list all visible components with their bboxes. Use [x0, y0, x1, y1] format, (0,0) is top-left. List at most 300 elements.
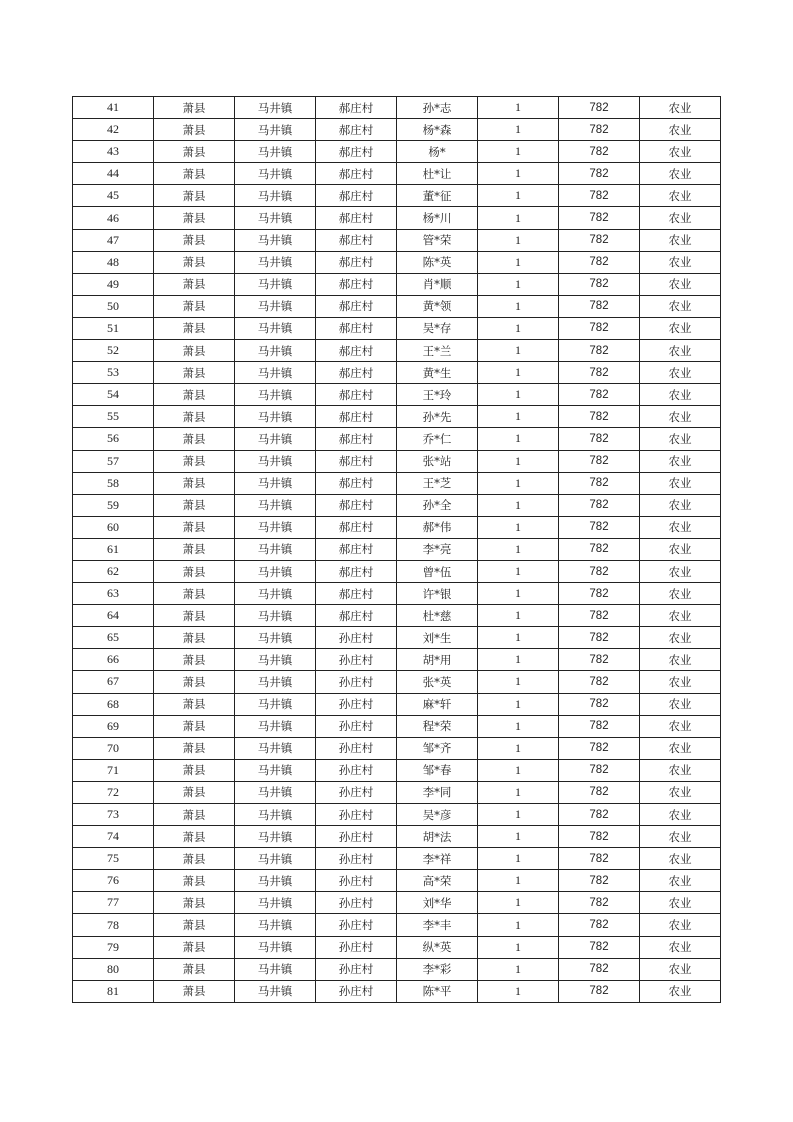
type-cell: 农业 [640, 428, 721, 450]
name-cell: 郝*伟 [397, 516, 478, 538]
type-cell: 农业 [640, 737, 721, 759]
amount-cell: 782 [559, 472, 640, 494]
village-cell: 郝庄村 [316, 141, 397, 163]
row-number-cell: 81 [73, 980, 154, 1002]
name-cell: 杨*森 [397, 119, 478, 141]
village-cell: 孙庄村 [316, 627, 397, 649]
row-number-cell: 63 [73, 583, 154, 605]
town-cell: 马井镇 [235, 649, 316, 671]
row-number-cell: 67 [73, 671, 154, 693]
town-cell: 马井镇 [235, 605, 316, 627]
amount-cell: 782 [559, 538, 640, 560]
table-row [73, 605, 721, 627]
row-number-cell: 74 [73, 826, 154, 848]
county-cell: 萧县 [154, 958, 235, 980]
type-cell: 农业 [640, 340, 721, 362]
row-number-cell: 80 [73, 958, 154, 980]
row-number-cell: 60 [73, 516, 154, 538]
county-cell: 萧县 [154, 141, 235, 163]
table-row [73, 340, 721, 362]
table-row [73, 538, 721, 560]
amount-cell: 782 [559, 97, 640, 119]
table-row [73, 384, 721, 406]
count-cell: 1 [478, 892, 559, 914]
row-number-cell: 51 [73, 317, 154, 339]
table-row [73, 229, 721, 251]
name-cell: 黄*领 [397, 295, 478, 317]
row-number-cell: 49 [73, 273, 154, 295]
village-cell: 郝庄村 [316, 560, 397, 582]
row-number-cell: 55 [73, 406, 154, 428]
row-number-cell: 48 [73, 251, 154, 273]
table-row [73, 516, 721, 538]
amount-cell: 782 [559, 516, 640, 538]
table-row [73, 119, 721, 141]
county-cell: 萧县 [154, 759, 235, 781]
roster-table-body [73, 97, 721, 1003]
county-cell: 萧县 [154, 119, 235, 141]
name-cell: 程*荣 [397, 715, 478, 737]
type-cell: 农业 [640, 97, 721, 119]
type-cell: 农业 [640, 649, 721, 671]
name-cell: 纵*英 [397, 936, 478, 958]
name-cell: 李*同 [397, 781, 478, 803]
count-cell: 1 [478, 494, 559, 516]
town-cell: 马井镇 [235, 715, 316, 737]
type-cell: 农业 [640, 207, 721, 229]
table-row [73, 163, 721, 185]
amount-cell: 782 [559, 980, 640, 1002]
table-row [73, 870, 721, 892]
type-cell: 农业 [640, 494, 721, 516]
amount-cell: 782 [559, 428, 640, 450]
row-number-cell: 47 [73, 229, 154, 251]
count-cell: 1 [478, 119, 559, 141]
town-cell: 马井镇 [235, 141, 316, 163]
name-cell: 麻*轩 [397, 693, 478, 715]
town-cell: 马井镇 [235, 759, 316, 781]
count-cell: 1 [478, 472, 559, 494]
type-cell: 农业 [640, 583, 721, 605]
type-cell: 农业 [640, 472, 721, 494]
name-cell: 李*祥 [397, 848, 478, 870]
table-row [73, 892, 721, 914]
row-number-cell: 41 [73, 97, 154, 119]
count-cell: 1 [478, 295, 559, 317]
row-number-cell: 43 [73, 141, 154, 163]
village-cell: 郝庄村 [316, 207, 397, 229]
amount-cell: 782 [559, 737, 640, 759]
county-cell: 萧县 [154, 627, 235, 649]
village-cell: 郝庄村 [316, 185, 397, 207]
name-cell: 乔*仁 [397, 428, 478, 450]
name-cell: 张*站 [397, 450, 478, 472]
county-cell: 萧县 [154, 715, 235, 737]
count-cell: 1 [478, 538, 559, 560]
county-cell: 萧县 [154, 340, 235, 362]
town-cell: 马井镇 [235, 583, 316, 605]
county-cell: 萧县 [154, 826, 235, 848]
village-cell: 孙庄村 [316, 958, 397, 980]
table-row [73, 627, 721, 649]
amount-cell: 782 [559, 384, 640, 406]
row-number-cell: 69 [73, 715, 154, 737]
table-row [73, 804, 721, 826]
village-cell: 孙庄村 [316, 649, 397, 671]
name-cell: 胡*法 [397, 826, 478, 848]
county-cell: 萧县 [154, 251, 235, 273]
village-cell: 孙庄村 [316, 914, 397, 936]
town-cell: 马井镇 [235, 273, 316, 295]
village-cell: 孙庄村 [316, 715, 397, 737]
county-cell: 萧县 [154, 494, 235, 516]
amount-cell: 782 [559, 163, 640, 185]
village-cell: 郝庄村 [316, 450, 397, 472]
type-cell: 农业 [640, 671, 721, 693]
count-cell: 1 [478, 362, 559, 384]
table-row [73, 914, 721, 936]
village-cell: 孙庄村 [316, 804, 397, 826]
type-cell: 农业 [640, 693, 721, 715]
village-cell: 孙庄村 [316, 980, 397, 1002]
type-cell: 农业 [640, 870, 721, 892]
type-cell: 农业 [640, 605, 721, 627]
county-cell: 萧县 [154, 185, 235, 207]
town-cell: 马井镇 [235, 560, 316, 582]
name-cell: 高*荣 [397, 870, 478, 892]
type-cell: 农业 [640, 560, 721, 582]
row-number-cell: 61 [73, 538, 154, 560]
county-cell: 萧县 [154, 472, 235, 494]
count-cell: 1 [478, 671, 559, 693]
name-cell: 刘*华 [397, 892, 478, 914]
row-number-cell: 50 [73, 295, 154, 317]
county-cell: 萧县 [154, 317, 235, 339]
amount-cell: 782 [559, 892, 640, 914]
village-cell: 孙庄村 [316, 693, 397, 715]
county-cell: 萧县 [154, 273, 235, 295]
table-row [73, 583, 721, 605]
amount-cell: 782 [559, 229, 640, 251]
town-cell: 马井镇 [235, 538, 316, 560]
town-cell: 马井镇 [235, 251, 316, 273]
village-cell: 孙庄村 [316, 892, 397, 914]
county-cell: 萧县 [154, 781, 235, 803]
table-row [73, 759, 721, 781]
row-number-cell: 53 [73, 362, 154, 384]
table-row [73, 185, 721, 207]
town-cell: 马井镇 [235, 97, 316, 119]
table-row [73, 97, 721, 119]
county-cell: 萧县 [154, 560, 235, 582]
row-number-cell: 77 [73, 892, 154, 914]
town-cell: 马井镇 [235, 980, 316, 1002]
amount-cell: 782 [559, 362, 640, 384]
name-cell: 邹*齐 [397, 737, 478, 759]
village-cell: 郝庄村 [316, 384, 397, 406]
row-number-cell: 42 [73, 119, 154, 141]
county-cell: 萧县 [154, 538, 235, 560]
town-cell: 马井镇 [235, 914, 316, 936]
count-cell: 1 [478, 273, 559, 295]
town-cell: 马井镇 [235, 781, 316, 803]
table-row [73, 958, 721, 980]
amount-cell: 782 [559, 914, 640, 936]
village-cell: 孙庄村 [316, 759, 397, 781]
type-cell: 农业 [640, 406, 721, 428]
village-cell: 郝庄村 [316, 583, 397, 605]
count-cell: 1 [478, 141, 559, 163]
count-cell: 1 [478, 848, 559, 870]
town-cell: 马井镇 [235, 295, 316, 317]
row-number-cell: 65 [73, 627, 154, 649]
table-row [73, 251, 721, 273]
county-cell: 萧县 [154, 804, 235, 826]
row-number-cell: 54 [73, 384, 154, 406]
table-row [73, 936, 721, 958]
name-cell: 杨*川 [397, 207, 478, 229]
town-cell: 马井镇 [235, 870, 316, 892]
count-cell: 1 [478, 936, 559, 958]
table-row [73, 295, 721, 317]
town-cell: 马井镇 [235, 428, 316, 450]
name-cell: 肖*顺 [397, 273, 478, 295]
amount-cell: 782 [559, 958, 640, 980]
name-cell: 吴*存 [397, 317, 478, 339]
type-cell: 农业 [640, 317, 721, 339]
amount-cell: 782 [559, 671, 640, 693]
town-cell: 马井镇 [235, 892, 316, 914]
county-cell: 萧县 [154, 516, 235, 538]
name-cell: 张*英 [397, 671, 478, 693]
amount-cell: 782 [559, 870, 640, 892]
type-cell: 农业 [640, 516, 721, 538]
type-cell: 农业 [640, 826, 721, 848]
town-cell: 马井镇 [235, 516, 316, 538]
village-cell: 郝庄村 [316, 516, 397, 538]
table-row [73, 715, 721, 737]
row-number-cell: 58 [73, 472, 154, 494]
count-cell: 1 [478, 251, 559, 273]
name-cell: 杜*慈 [397, 605, 478, 627]
village-cell: 郝庄村 [316, 163, 397, 185]
type-cell: 农业 [640, 936, 721, 958]
type-cell: 农业 [640, 914, 721, 936]
type-cell: 农业 [640, 185, 721, 207]
count-cell: 1 [478, 450, 559, 472]
name-cell: 孙*志 [397, 97, 478, 119]
table-row [73, 649, 721, 671]
count-cell: 1 [478, 958, 559, 980]
village-cell: 孙庄村 [316, 737, 397, 759]
town-cell: 马井镇 [235, 362, 316, 384]
name-cell: 胡*用 [397, 649, 478, 671]
count-cell: 1 [478, 406, 559, 428]
row-number-cell: 79 [73, 936, 154, 958]
county-cell: 萧县 [154, 583, 235, 605]
amount-cell: 782 [559, 781, 640, 803]
town-cell: 马井镇 [235, 163, 316, 185]
town-cell: 马井镇 [235, 737, 316, 759]
type-cell: 农业 [640, 980, 721, 1002]
village-cell: 郝庄村 [316, 251, 397, 273]
town-cell: 马井镇 [235, 207, 316, 229]
county-cell: 萧县 [154, 207, 235, 229]
amount-cell: 782 [559, 715, 640, 737]
village-cell: 郝庄村 [316, 97, 397, 119]
village-cell: 孙庄村 [316, 781, 397, 803]
name-cell: 孙*先 [397, 406, 478, 428]
count-cell: 1 [478, 516, 559, 538]
count-cell: 1 [478, 870, 559, 892]
count-cell: 1 [478, 229, 559, 251]
row-number-cell: 52 [73, 340, 154, 362]
name-cell: 杜*让 [397, 163, 478, 185]
amount-cell: 782 [559, 649, 640, 671]
name-cell: 许*银 [397, 583, 478, 605]
count-cell: 1 [478, 804, 559, 826]
count-cell: 1 [478, 340, 559, 362]
count-cell: 1 [478, 980, 559, 1002]
county-cell: 萧县 [154, 163, 235, 185]
amount-cell: 782 [559, 251, 640, 273]
amount-cell: 782 [559, 848, 640, 870]
table-row [73, 406, 721, 428]
row-number-cell: 44 [73, 163, 154, 185]
table-row [73, 141, 721, 163]
county-cell: 萧县 [154, 362, 235, 384]
county-cell: 萧县 [154, 605, 235, 627]
town-cell: 马井镇 [235, 119, 316, 141]
row-number-cell: 59 [73, 494, 154, 516]
type-cell: 农业 [640, 627, 721, 649]
name-cell: 孙*全 [397, 494, 478, 516]
village-cell: 孙庄村 [316, 870, 397, 892]
county-cell: 萧县 [154, 848, 235, 870]
type-cell: 农业 [640, 229, 721, 251]
amount-cell: 782 [559, 273, 640, 295]
amount-cell: 782 [559, 583, 640, 605]
roster-table [72, 96, 721, 1003]
town-cell: 马井镇 [235, 185, 316, 207]
type-cell: 农业 [640, 141, 721, 163]
village-cell: 郝庄村 [316, 406, 397, 428]
name-cell: 王*芝 [397, 472, 478, 494]
name-cell: 吴*彦 [397, 804, 478, 826]
type-cell: 农业 [640, 362, 721, 384]
table-row [73, 450, 721, 472]
count-cell: 1 [478, 207, 559, 229]
village-cell: 郝庄村 [316, 273, 397, 295]
amount-cell: 782 [559, 693, 640, 715]
row-number-cell: 46 [73, 207, 154, 229]
county-cell: 萧县 [154, 229, 235, 251]
village-cell: 孙庄村 [316, 826, 397, 848]
count-cell: 1 [478, 715, 559, 737]
town-cell: 马井镇 [235, 450, 316, 472]
amount-cell: 782 [559, 494, 640, 516]
county-cell: 萧县 [154, 97, 235, 119]
name-cell: 李*丰 [397, 914, 478, 936]
county-cell: 萧县 [154, 671, 235, 693]
table-row [73, 848, 721, 870]
type-cell: 农业 [640, 538, 721, 560]
town-cell: 马井镇 [235, 494, 316, 516]
county-cell: 萧县 [154, 870, 235, 892]
county-cell: 萧县 [154, 737, 235, 759]
town-cell: 马井镇 [235, 958, 316, 980]
village-cell: 孙庄村 [316, 848, 397, 870]
county-cell: 萧县 [154, 892, 235, 914]
type-cell: 农业 [640, 958, 721, 980]
amount-cell: 782 [559, 826, 640, 848]
village-cell: 郝庄村 [316, 538, 397, 560]
amount-cell: 782 [559, 141, 640, 163]
town-cell: 马井镇 [235, 472, 316, 494]
village-cell: 郝庄村 [316, 340, 397, 362]
village-cell: 郝庄村 [316, 295, 397, 317]
village-cell: 郝庄村 [316, 605, 397, 627]
table-row [73, 693, 721, 715]
county-cell: 萧县 [154, 450, 235, 472]
town-cell: 马井镇 [235, 317, 316, 339]
count-cell: 1 [478, 185, 559, 207]
amount-cell: 782 [559, 560, 640, 582]
type-cell: 农业 [640, 804, 721, 826]
table-row [73, 826, 721, 848]
row-number-cell: 66 [73, 649, 154, 671]
type-cell: 农业 [640, 450, 721, 472]
type-cell: 农业 [640, 119, 721, 141]
type-cell: 农业 [640, 759, 721, 781]
count-cell: 1 [478, 560, 559, 582]
amount-cell: 782 [559, 207, 640, 229]
town-cell: 马井镇 [235, 848, 316, 870]
village-cell: 郝庄村 [316, 472, 397, 494]
count-cell: 1 [478, 163, 559, 185]
amount-cell: 782 [559, 119, 640, 141]
town-cell: 马井镇 [235, 406, 316, 428]
town-cell: 马井镇 [235, 936, 316, 958]
row-number-cell: 64 [73, 605, 154, 627]
row-number-cell: 70 [73, 737, 154, 759]
type-cell: 农业 [640, 384, 721, 406]
village-cell: 郝庄村 [316, 317, 397, 339]
table-row [73, 472, 721, 494]
row-number-cell: 73 [73, 804, 154, 826]
village-cell: 孙庄村 [316, 936, 397, 958]
name-cell: 董*征 [397, 185, 478, 207]
table-row [73, 980, 721, 1002]
amount-cell: 782 [559, 605, 640, 627]
table-row [73, 671, 721, 693]
town-cell: 马井镇 [235, 671, 316, 693]
count-cell: 1 [478, 737, 559, 759]
town-cell: 马井镇 [235, 229, 316, 251]
amount-cell: 782 [559, 185, 640, 207]
type-cell: 农业 [640, 892, 721, 914]
amount-cell: 782 [559, 936, 640, 958]
town-cell: 马井镇 [235, 384, 316, 406]
amount-cell: 782 [559, 450, 640, 472]
village-cell: 郝庄村 [316, 229, 397, 251]
count-cell: 1 [478, 826, 559, 848]
row-number-cell: 45 [73, 185, 154, 207]
row-number-cell: 56 [73, 428, 154, 450]
town-cell: 马井镇 [235, 627, 316, 649]
county-cell: 萧县 [154, 428, 235, 450]
name-cell: 王*玲 [397, 384, 478, 406]
